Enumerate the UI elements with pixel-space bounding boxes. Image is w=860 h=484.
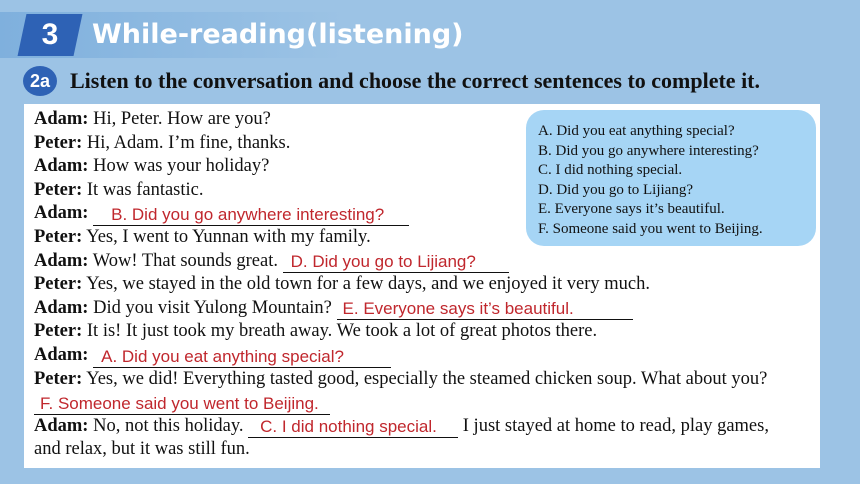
line-text: Yes, I went to Yunnan with my family. [82, 226, 371, 247]
answer-blank[interactable] [93, 204, 409, 226]
answer-text: C. I did nothing special. [260, 417, 437, 437]
answer-blank[interactable] [283, 251, 509, 273]
option-item: E. Everyone says it’s beautiful. [538, 201, 725, 218]
line-text: Yes, we stayed in the old town for a few days, and we enjoyed it very much. [82, 274, 650, 295]
line-text: Hi, Adam. I’m fine, thanks. [82, 132, 291, 153]
speaker-label: Adam: [34, 156, 89, 177]
dialogue-line [34, 320, 824, 344]
dialogue-line [34, 415, 824, 439]
task-instruction: Listen to the conversation and choose the correct sentences to complete it. [70, 68, 761, 93]
dialogue-line [34, 344, 824, 368]
speaker-label: Adam: [34, 109, 89, 129]
speaker-label: Adam: [34, 415, 89, 436]
line-text: Wow! That sounds great. [88, 250, 283, 271]
speaker-label: Peter: [34, 179, 83, 200]
speaker-label: Adam: [34, 250, 89, 271]
section-number: 3 [41, 18, 59, 51]
dialogue-line [34, 368, 824, 392]
dialogue-line [34, 391, 824, 415]
option-item: F. Someone said you went to Beijing. [538, 220, 763, 237]
answer-blank[interactable] [34, 393, 330, 415]
line-text: No, not this holiday. [88, 415, 249, 436]
line-text: It is! It just took my breath away. We took a lot of great photos there. [82, 321, 598, 342]
dialogue-line [34, 297, 824, 321]
option-item: A. Did you eat anything special? [538, 123, 735, 139]
speaker-label: Peter: [34, 321, 83, 342]
speaker-label: Peter: [34, 274, 83, 295]
answer-blank[interactable] [337, 298, 633, 320]
speaker-label: Adam: [34, 297, 89, 318]
line-text: and relax, but it was still fun. [34, 439, 250, 460]
line-text: Yes, we did! Everything tasted good, especially the steamed chicken soup. What about you? [82, 368, 768, 389]
answer-text: B. Did you go anywhere interesting? [111, 204, 385, 224]
line-text: Hi, Peter. How are you? [88, 109, 271, 129]
answer-text: D. Did you go to Lijiang? [290, 252, 476, 272]
dialogue-line [34, 273, 824, 297]
speaker-label: Peter: [34, 368, 83, 389]
speaker-label: Adam: [34, 203, 89, 224]
answer-text: F. Someone said you went to Beijing. [40, 393, 319, 413]
speaker-label: Peter: [34, 132, 83, 153]
answer-blank[interactable] [248, 416, 458, 438]
line-text: I just stayed at home to read, play games, [458, 415, 769, 436]
answer-text: E. Everyone says it’s beautiful. [342, 299, 574, 319]
option-item: D. Did you go to Lijiang? [538, 181, 693, 198]
options-list [538, 122, 808, 240]
answer-blank[interactable] [93, 346, 391, 368]
task-badge: 2a [23, 66, 57, 96]
line-text: Did you visit Yulong Mountain? [88, 297, 337, 318]
option-item: B. Did you go anywhere interesting? [538, 142, 759, 159]
speaker-label: Peter: [34, 226, 83, 247]
line-text: It was fantastic. [82, 179, 204, 200]
dialogue-line [34, 250, 824, 274]
section-title: While-reading(listening) [92, 19, 464, 50]
speaker-label: Adam: [34, 344, 89, 365]
line-text: How was your holiday? [88, 156, 270, 177]
dialogue-line [34, 438, 824, 462]
answer-text: A. Did you eat anything special? [101, 346, 344, 366]
option-item: C. I did nothing special. [538, 162, 683, 179]
